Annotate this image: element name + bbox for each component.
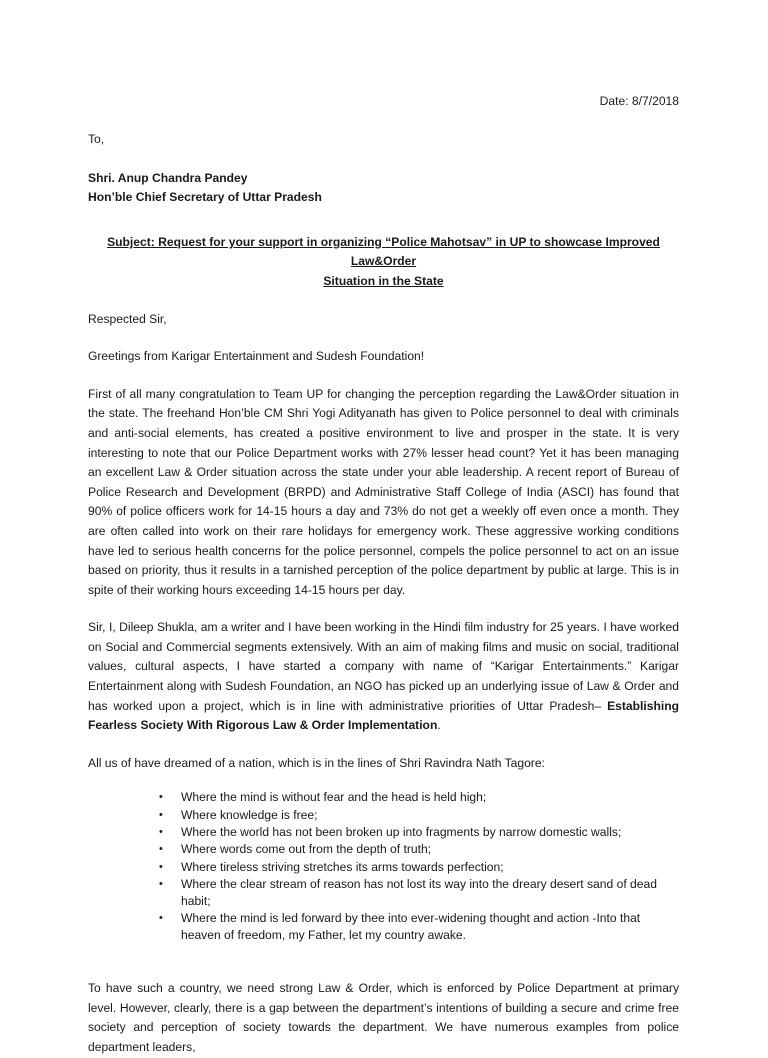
intro-paragraph: Greetings from Karigar Entertainment and Sudesh Foundation! (88, 349, 425, 364)
paragraph-2-end: . (437, 718, 441, 733)
paragraph-2 (88, 618, 679, 736)
bullet-icon: • (159, 791, 163, 804)
paragraph-2-text: Sir, I, Dileep Shukla, am a writer and I have been working in the Hindi film industry for 25 years. I have worked on Social and Commercial segments extensively. With an aim of making films and music on social, traditional values, cultural aspects, I have started a company with name of “Karigar Entertainments.” Karigar Entertainment along with Sudesh Foundation, an NGO has picked up an underlying issue of Law & Order and has worked upon a project, which is in line with administrative priorities of Uttar Pradesh– (88, 620, 679, 713)
bullet-icon: • (159, 860, 163, 873)
bullet-icon: • (159, 843, 163, 856)
recipient-title: Hon’ble Chief Secretary of Uttar Pradesh (88, 190, 322, 205)
tagore-bullet-list (88, 789, 679, 944)
bullet-icon: • (159, 912, 163, 925)
bullet-icon: • (159, 808, 163, 821)
letter-body (88, 92, 679, 1058)
paragraph-3: All us of have dreamed of a nation, which is in the lines of Shri Ravindra Nath Tagore: (88, 755, 545, 770)
bullet-icon: • (159, 877, 163, 890)
list-item: • Where the world has not been broken up into fragments by narrow domestic walls; (159, 825, 622, 840)
list-item: • Where words come out from the depth of truth; (159, 842, 432, 857)
recipient-block (88, 169, 679, 208)
bullet-icon: • (159, 826, 163, 839)
subject-line-2: Situation in the State (323, 273, 444, 288)
subject-line (88, 233, 679, 292)
list-item: • Where knowledge is free; (159, 807, 318, 822)
subject-line-1: Subject: Request for your support in organizing “Police Mahotsav” in UP to showcase Improved Law&Order (107, 234, 660, 269)
paragraph-1: First of all many congratulation to Team UP for changing the perception regarding the Law&Order situation in the state. The freehand Hon’ble CM Shri Yogi Adityanath has given to Police personnel to deal with criminals and anti-social elements, has created a positive environment to live and prosper in the state. It is very interesting to note that our Police Department works with 27% lesser head count? Yet it has been managing an excellent Law & Order situation across the state under your able leadership. A recent report of Bureau of Police Research and Development (BRPD) and Administrative Staff College of India (ASCI) has found that 90% of police officers work for 14-15 hours a day and 73% do not get a weekly off even once a month. They are often called into work on their rare holidays for emergency work. These aggressive working conditions have led to serious health concerns for the police personnel, compels the police personnel to act on an issue based on priority, thus it results in a tarnished perception of the police department by public at large. This is in spite of their working hours exceeding 14-15 hours per day. (88, 386, 679, 597)
list-item: • Where the mind is without fear and the head is held high; (159, 790, 487, 805)
paragraph-2-bold: Establishing Fearless Society With Rigorous Law & Order Implementation (88, 698, 679, 733)
salutation-to: To, (88, 132, 105, 146)
list-item: • Where the mind is led forward by thee into ever-widening thought and action -Into that heaven of freedom, my Father, let my country awake. (159, 911, 641, 943)
letter-date: Date: 8/7/2018 (599, 94, 679, 108)
list-item: • Where the clear stream of reason has not lost its way into the dreary desert sand of dead habit; (159, 876, 657, 908)
greeting: Respected Sir, (88, 311, 167, 326)
paragraph-4: To have such a country, we need strong Law & Order, which is enforced by Police Department at primary level. However, clearly, there is a gap between the department’s intentions of building a secure and crime free society and perception of society towards the department. We have numerous examples from police department leaders, (88, 981, 679, 1054)
recipient-name: Shri. Anup Chandra Pandey (88, 170, 248, 185)
list-item: • Where tireless striving stretches its arms towards perfection; (159, 859, 504, 874)
